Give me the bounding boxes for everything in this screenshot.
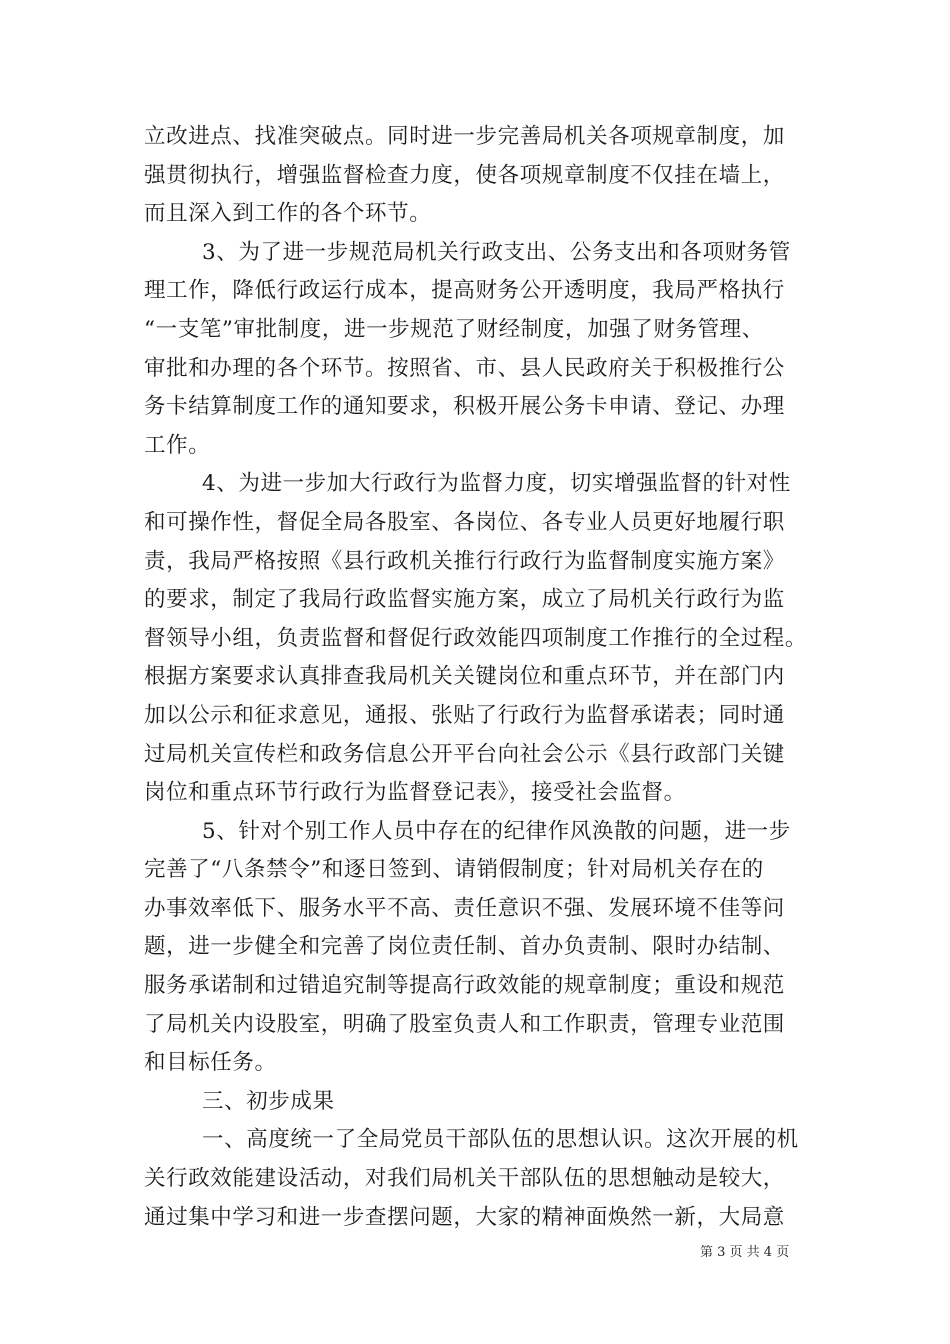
text-line: 5、针对个别工作人员中存在的纪律作风涣散的问题，进一步 xyxy=(202,818,791,844)
text-line: 而且深入到工作的各个环节。 xyxy=(144,201,432,227)
text-line: 关行政效能建设活动，对我们局机关干部队伍的思想触动是较大， xyxy=(144,1166,785,1192)
text-line: 3、为了进一步规范局机关行政支出、公务支出和各项财务管 xyxy=(202,239,791,265)
text-line: 过局机关宣传栏和政务信息公开平台向社会公示《县行政部门关键 xyxy=(144,741,785,767)
text-line: 题，进一步健全和完善了岗位责任制、首办负责制、限时办结制、 xyxy=(144,934,785,960)
text-line: 强贯彻执行，增强监督检查力度，使各项规章制度不仅挂在墙上， xyxy=(144,162,785,188)
text-line: 和目标任务。 xyxy=(144,1050,277,1076)
section-heading: 三、初步成果 xyxy=(202,1088,335,1114)
page-number: 第 3 页 共 4 页 xyxy=(700,1245,790,1260)
text-line: 务卡结算制度工作的通知要求，积极开展公务卡申请、登记、办理 xyxy=(144,394,785,420)
text-line: 一、高度统一了全局党员干部队伍的思想认识。这次开展的机 xyxy=(202,1127,799,1153)
text-line: 立改进点、找准突破点。同时进一步完善局机关各项规章制度，加 xyxy=(144,124,785,149)
text-line: 督领导小组，负责监督和督促行政效能四项制度工作推行的全过程。 xyxy=(144,625,808,651)
text-line: 办事效率低下、服务水平不高、责任意识不强、发展环境不佳等问 xyxy=(144,895,785,921)
text-line: 了局机关内设股室，明确了股室负责人和工作职责，管理专业范围 xyxy=(144,1011,785,1037)
text-line: 服务承诺制和过错追究制等提高行政效能的规章制度；重设和规范 xyxy=(144,973,785,999)
text-line: 理工作，降低行政运行成本，提高财务公开透明度，我局严格执行 xyxy=(144,278,785,304)
text-line: 根据方案要求认真排查我局机关关键岗位和重点环节，并在部门内 xyxy=(144,664,785,690)
text-line: 完善了“八条禁令”和逐日签到、请销假制度；针对局机关存在的 xyxy=(144,857,764,883)
document-body xyxy=(144,118,824,1237)
text-line: 4、为进一步加大行政行为监督力度，切实增强监督的针对性 xyxy=(202,471,791,497)
text-line: 通过集中学习和进一步查摆问题，大家的精神面焕然一新，大局意 xyxy=(144,1204,785,1230)
text-line: 的要求，制定了我局行政监督实施方案，成立了局机关行政行为监 xyxy=(144,587,785,613)
text-line: 岗位和重点环节行政行为监督登记表》，接受社会监督。 xyxy=(144,780,686,806)
text-line: 工作。 xyxy=(144,432,211,458)
text-line: 责，我局严格按照《县行政机关推行行政行为监督制度实施方案》 xyxy=(144,548,785,574)
text-line: 审批和办理的各个环节。按照省、市、县人民政府关于积极推行公 xyxy=(144,355,785,381)
text-line: 和可操作性，督促全局各股室、各岗位、各专业人员更好地履行职 xyxy=(144,509,785,535)
text-line: 加以公示和征求意见，通报、张贴了行政行为监督承诺表；同时通 xyxy=(144,702,785,728)
text-line: “一支笔”审批制度，进一步规范了财经制度，加强了财务管理、 xyxy=(144,316,764,342)
